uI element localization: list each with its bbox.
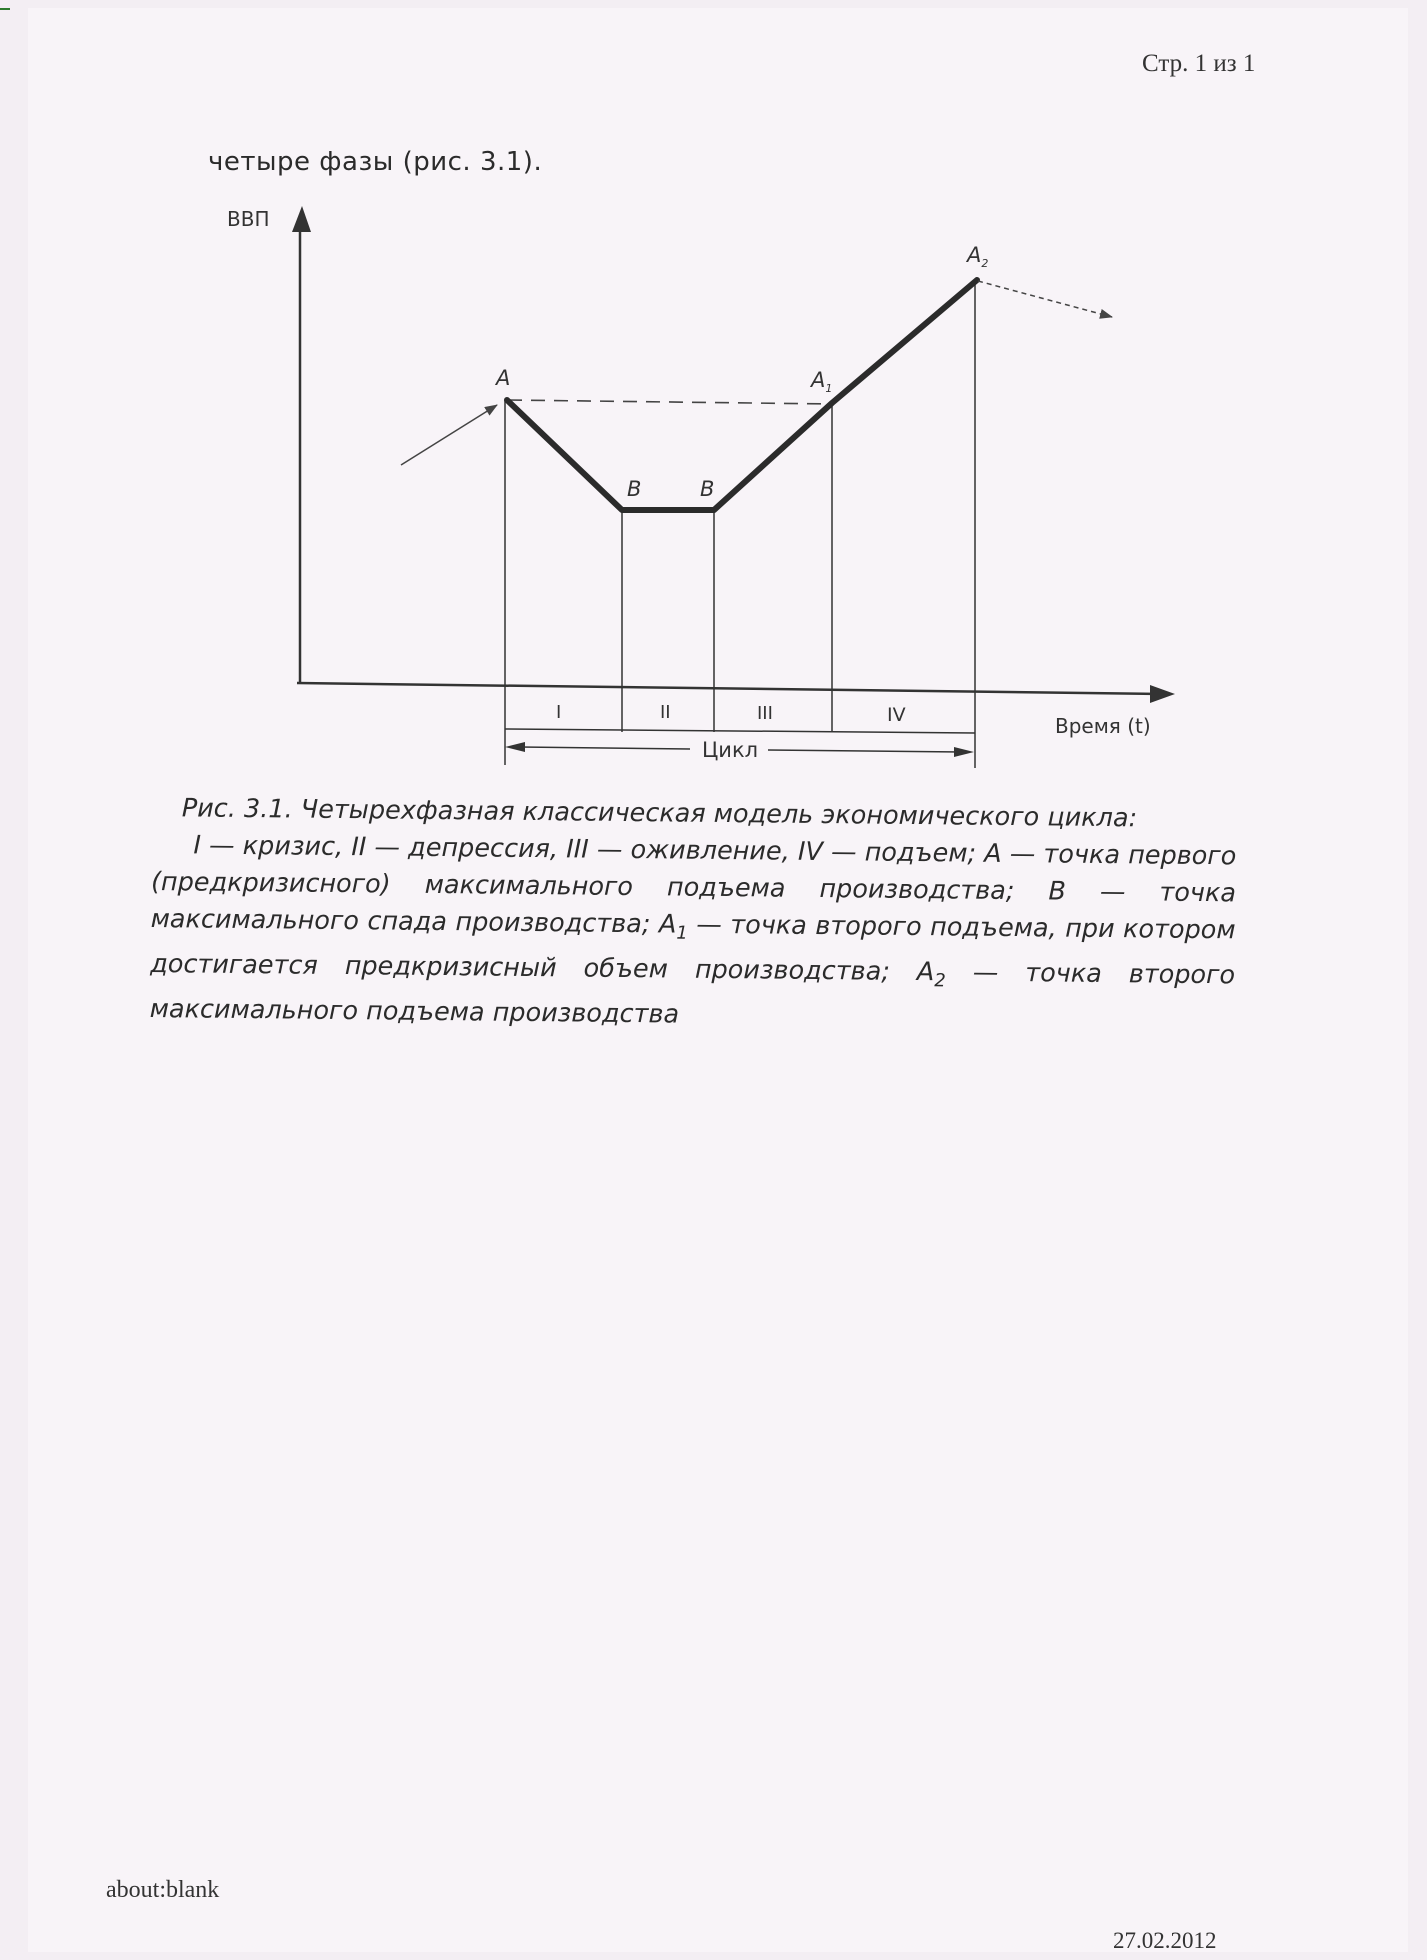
- reference-dashed-line: [508, 400, 833, 404]
- y-axis-label: ВВП: [227, 207, 270, 231]
- x-axis-label: Время (t): [1055, 714, 1151, 738]
- x-axis: [297, 683, 1162, 694]
- cycle-label: Цикл: [702, 738, 759, 762]
- incoming-arrow: [401, 405, 497, 465]
- gdp-cycle-curve: [507, 280, 977, 510]
- page-number: Стр. 1 из 1: [1142, 50, 1256, 77]
- point-label-b: B: [627, 477, 642, 501]
- cycle-arrowhead-right: [954, 747, 974, 757]
- cycle-arrowhead-left: [505, 742, 525, 752]
- phase-strip-line: [505, 729, 975, 733]
- cycle-arrow-left: [520, 747, 690, 749]
- phase-label-4: IV: [887, 704, 906, 726]
- x-axis-arrow: [1150, 685, 1175, 703]
- point-label-a1: $A_1$: [811, 368, 833, 395]
- phase-label-1: I: [556, 702, 562, 723]
- phase-label-2: II: [660, 702, 671, 723]
- caption-body: I — кризис, II — депрессия, III — оживление, IV — подъем; А — точка первого (предкризисного) максимального подъема производства; В — точка максимального спада производства; $А_1$ — точка второго подъема, при котором достигается предкризисный объем производства; $А_2$ — точка второго максимального подъема производства: [149, 830, 1237, 1030]
- intro-text: четыре фазы (рис. 3.1).: [208, 147, 543, 177]
- figure-caption: [150, 790, 1237, 1040]
- caption-title: Рис. 3.1. Четырехфазная классическая модель экономического цикла:: [181, 793, 1138, 834]
- point-label-a2: $A_2$: [967, 243, 989, 270]
- outgoing-dashed-arrow: [978, 281, 1112, 317]
- point-label-a: A: [496, 366, 511, 390]
- point-label-b2: B: [700, 477, 715, 501]
- footer-date: 27.02.2012: [1113, 1928, 1217, 1953]
- footer-url: about:blank: [106, 1877, 220, 1903]
- cycle-arrow-right: [768, 750, 962, 752]
- phase-label-3: III: [757, 703, 773, 724]
- y-axis-arrow: [292, 206, 311, 232]
